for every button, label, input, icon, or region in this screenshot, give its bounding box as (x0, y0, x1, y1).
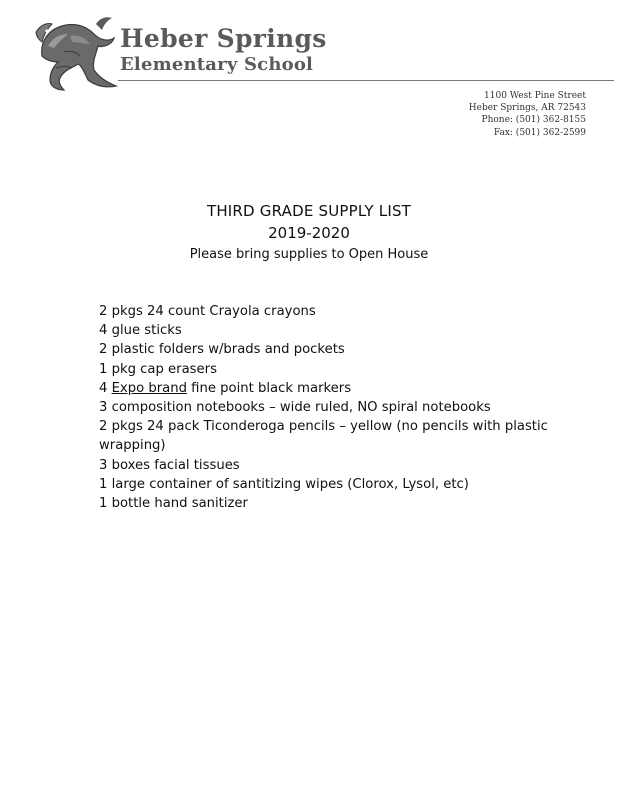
list-item: 2 plastic folders w/brads and pockets (99, 342, 345, 358)
supply-list (99, 302, 559, 513)
list-title: THIRD GRADE SUPPLY LIST (206, 202, 412, 220)
list-heading (0, 200, 618, 266)
list-item: 2 pkgs 24 count Crayola crayons (99, 304, 316, 319)
list-item: 1 bottle hand sanitizer (99, 496, 248, 512)
school-address (469, 90, 586, 139)
school-name-line2: Elementary School (120, 54, 314, 75)
school-year: 2019-2020 (268, 224, 350, 242)
address-fax: Fax: (501) 362-2599 (493, 127, 586, 138)
school-name-line1: Heber Springs (120, 24, 327, 53)
item-prefix: 4 (99, 380, 112, 396)
list-item: 1 pkg cap erasers (99, 361, 217, 377)
letterhead-divider (118, 80, 614, 81)
address-phone: Phone: (501) 362-8155 (481, 115, 586, 126)
list-item: 3 boxes facial tissues (99, 457, 240, 473)
address-city: Heber Springs, AR 72543 (468, 103, 586, 114)
address-street: 1100 West Pine Street (484, 91, 586, 101)
list-item: 2 pkgs 24 pack Ticonderoga pencils – yellow (no pencils with plastic wrapping) (99, 419, 548, 454)
list-item: 3 composition notebooks – wide ruled, NO spiral notebooks (99, 400, 491, 416)
school-name (120, 26, 327, 74)
open-house-note: Please bring supplies to Open House (189, 247, 429, 262)
list-item: 1 large container of santitizing wipes (Clorox, Lysol, etc) (99, 476, 469, 492)
letterhead (34, 12, 594, 92)
list-item: 4 glue sticks (99, 323, 182, 339)
list-item (99, 379, 559, 398)
item-suffix: fine point black markers (186, 380, 352, 396)
panther-mascot-icon (34, 12, 118, 92)
item-underlined-brand: Expo brand (111, 380, 187, 396)
